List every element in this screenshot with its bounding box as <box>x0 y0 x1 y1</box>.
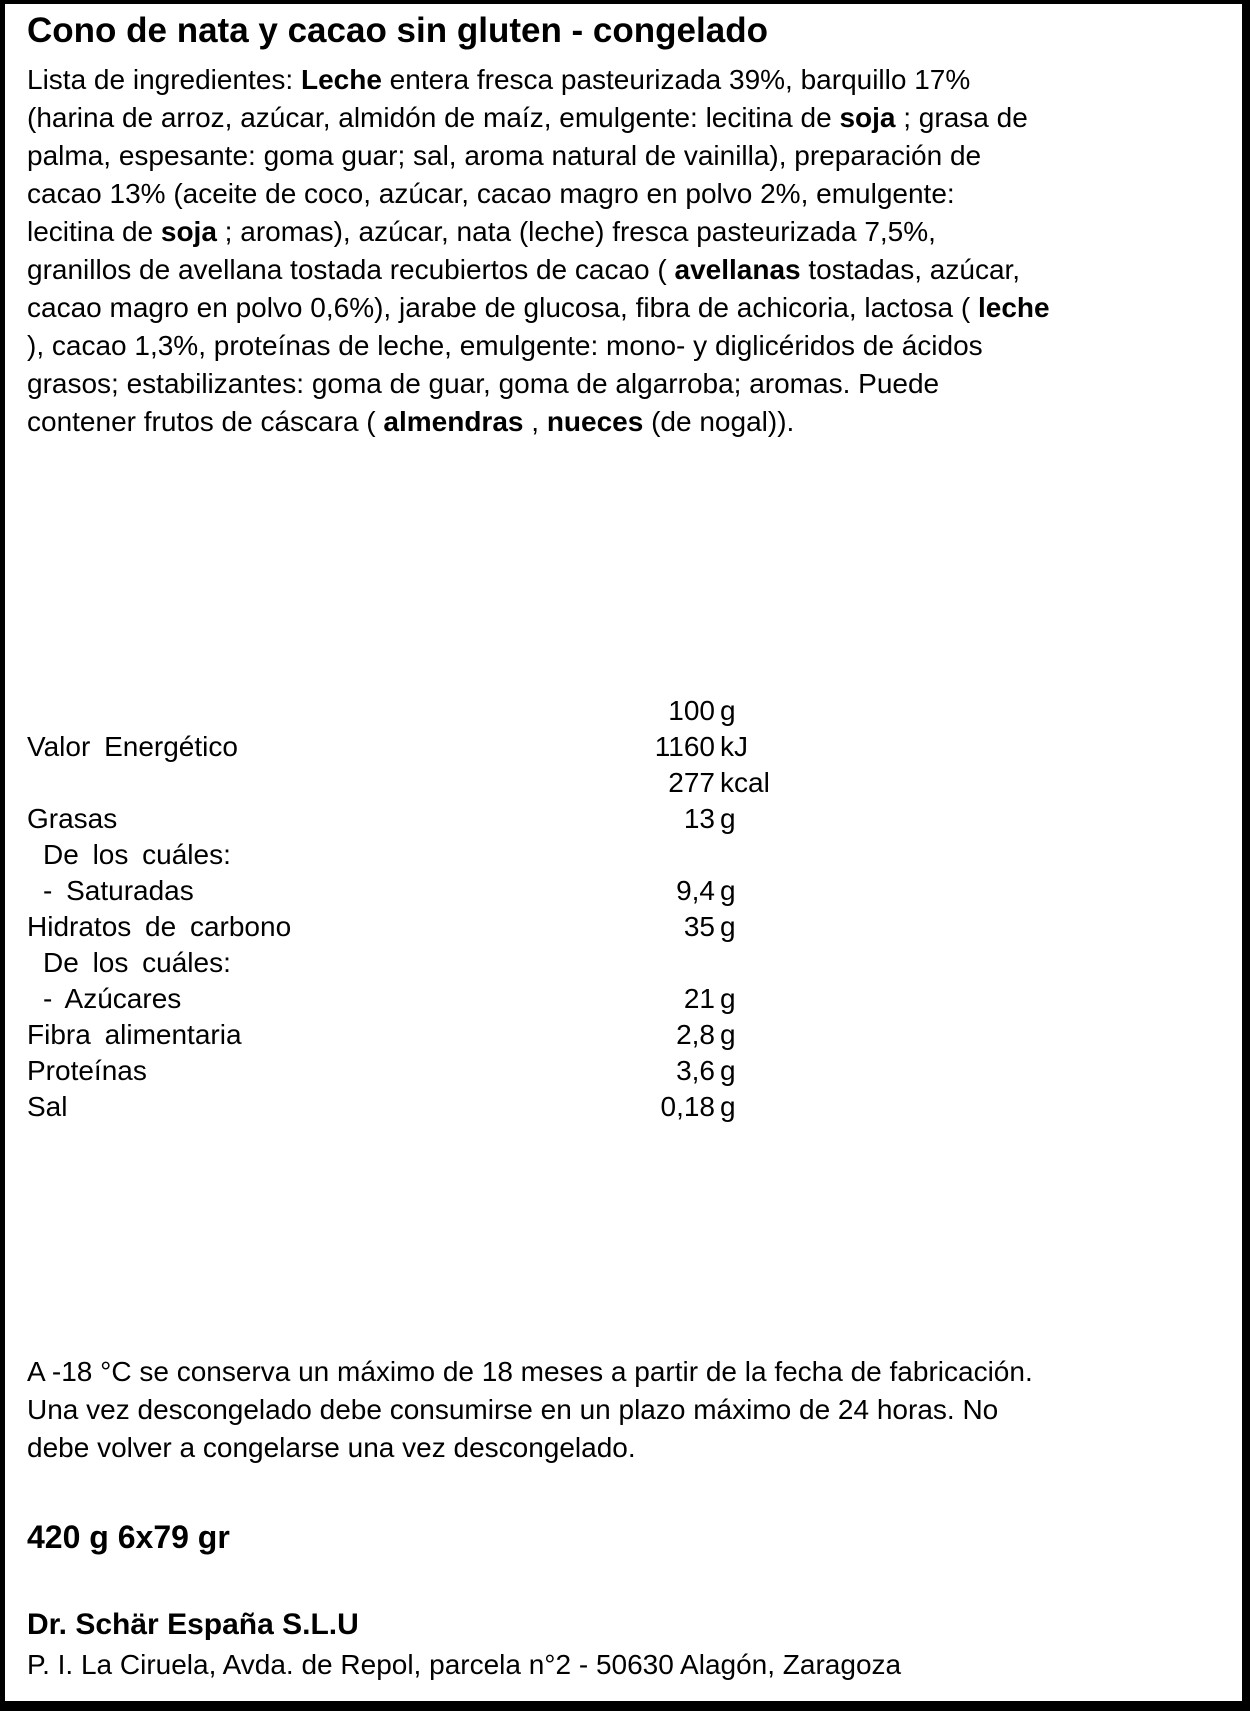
ingredient-text: contener frutos de cáscara ( <box>27 406 384 437</box>
nutrition-table <box>27 693 1224 1125</box>
ingredient-text: tostadas, azúcar, <box>800 254 1021 285</box>
nutrition-row <box>27 981 1224 1017</box>
allergen-text: soja <box>839 102 896 133</box>
nutrient-label <box>27 693 567 729</box>
ingredient-line <box>27 403 1224 441</box>
nutrition-row <box>27 837 1224 873</box>
allergen-text: Leche <box>300 64 382 95</box>
storage-line: A -18 °C se conserva un máximo de 18 meses a partir de la fecha de fabricación. <box>27 1356 1033 1387</box>
ingredient-line <box>27 213 1224 251</box>
nutrition-row <box>27 1017 1224 1053</box>
storage-line: debe volver a congelarse una vez descongelado. <box>27 1432 636 1463</box>
ingredient-text: entera fresca pasteurizada 39%, barquillo 17% <box>381 64 971 95</box>
nutrient-value: 2,8 <box>676 1019 715 1050</box>
nutrient-value: 3,6 <box>676 1055 715 1086</box>
manufacturer-name: Dr. Schär España S.L.U <box>27 1608 359 1641</box>
ingredient-text: cacao magro en polvo 0,6%), jarabe de glucosa, fibra de achicoria, lactosa ( <box>27 292 978 323</box>
nutrient-value: 100 <box>668 695 715 726</box>
nutrition-column-header <box>27 693 1224 729</box>
allergen-text: leche <box>977 292 1050 323</box>
nutrient-value <box>567 945 715 981</box>
ingredient-line <box>27 175 1224 213</box>
nutrient-label: Hidratos de carbono <box>27 911 292 942</box>
nutrition-row <box>27 1053 1224 1089</box>
product-title: Cono de nata y cacao sin gluten - congelado <box>27 11 768 50</box>
nutrient-label: De los cuáles: <box>43 839 231 870</box>
nutrient-label: Proteínas <box>27 1055 147 1086</box>
allergen-text: soja <box>160 216 217 247</box>
ingredient-text: Lista de ingredientes: <box>27 64 301 95</box>
nutrition-row <box>27 729 1224 765</box>
nutrient-label <box>27 765 567 801</box>
ingredient-text: ; aromas), azúcar, nata (leche) fresca pasteurizada 7,5%, <box>216 216 936 247</box>
storage-line: Una vez descongelado debe consumirse en un plazo máximo de 24 horas. No <box>27 1394 999 1425</box>
nutrient-value: 21 <box>683 983 715 1014</box>
nutrient-label: Grasas <box>27 803 118 834</box>
label-content <box>5 4 1242 1685</box>
nutrient-value <box>567 837 715 873</box>
nutrient-label: - Saturadas <box>43 875 194 906</box>
storage-note <box>27 1353 1224 1467</box>
ingredient-text: (de nogal)). <box>643 406 795 437</box>
nutrient-label: Valor Energético <box>27 731 238 762</box>
nutrient-unit: kcal <box>720 767 770 798</box>
ingredient-line <box>27 61 1224 99</box>
nutrition-row <box>27 873 1224 909</box>
allergen-text: almendras <box>383 406 524 437</box>
ingredient-text: palma, espesante: goma guar; sal, aroma natural de vainilla), preparación de <box>27 140 982 171</box>
ingredient-line <box>27 327 1224 365</box>
nutrient-unit <box>715 837 720 873</box>
nutrient-unit: g <box>720 1019 736 1050</box>
allergen-text: avellanas <box>674 254 801 285</box>
nutrient-unit <box>715 945 720 981</box>
nutrient-label: Fibra alimentaria <box>27 1019 242 1050</box>
nutrient-value: 13 <box>683 803 715 834</box>
nutrition-row <box>27 801 1224 837</box>
ingredient-line <box>27 289 1224 327</box>
ingredient-line <box>27 137 1224 175</box>
ingredient-text: ), cacao 1,3%, proteínas de leche, emulgente: mono- y diglicéridos de ácidos <box>27 330 983 361</box>
ingredient-text: (harina de arroz, azúcar, almidón de maíz, emulgente: lecitina de <box>27 102 840 133</box>
nutrient-unit: g <box>720 1055 736 1086</box>
nutrient-value: 9,4 <box>676 875 715 906</box>
nutrition-row <box>27 765 1224 801</box>
ingredient-text: cacao 13% (aceite de coco, azúcar, cacao magro en polvo 2%, emulgente: <box>27 178 955 209</box>
ingredient-text: granillos de avellana tostada recubiertos de cacao ( <box>27 254 675 285</box>
net-weight: 420 g 6x79 gr <box>27 1519 230 1555</box>
nutrient-label: - Azúcares <box>43 983 182 1014</box>
nutrition-row <box>27 1089 1224 1125</box>
ingredient-text: lecitina de <box>27 216 161 247</box>
nutrient-value: 277 <box>668 767 715 798</box>
allergen-text: nueces <box>546 406 644 437</box>
ingredient-text: grasos; estabilizantes: goma de guar, goma de algarroba; aromas. Puede <box>27 368 940 399</box>
nutrient-value: 0,18 <box>660 1091 715 1122</box>
nutrient-unit: g <box>720 911 736 942</box>
ingredients-paragraph <box>27 61 1224 441</box>
nutrient-unit: g <box>720 1091 736 1122</box>
nutrient-unit: g <box>720 983 736 1014</box>
manufacturer-address: P. I. La Ciruela, Avda. de Repol, parcela n°2 - 50630 Alagón, Zaragoza <box>27 1649 902 1680</box>
nutrient-value: 1160 <box>654 731 715 762</box>
nutrient-unit: kJ <box>720 731 748 762</box>
ingredient-line <box>27 99 1224 137</box>
ingredient-text: ; grasa de <box>895 102 1028 133</box>
nutrient-unit: g <box>720 695 736 726</box>
nutrient-value: 35 <box>683 911 715 942</box>
ingredient-line <box>27 365 1224 403</box>
nutrient-unit: g <box>720 803 736 834</box>
nutrition-row <box>27 909 1224 945</box>
nutrient-unit: g <box>720 875 736 906</box>
ingredient-line <box>27 251 1224 289</box>
nutrient-label: De los cuáles: <box>43 947 231 978</box>
nutrient-label: Sal <box>27 1091 68 1122</box>
ingredient-text: , <box>523 406 547 437</box>
nutrition-row <box>27 945 1224 981</box>
